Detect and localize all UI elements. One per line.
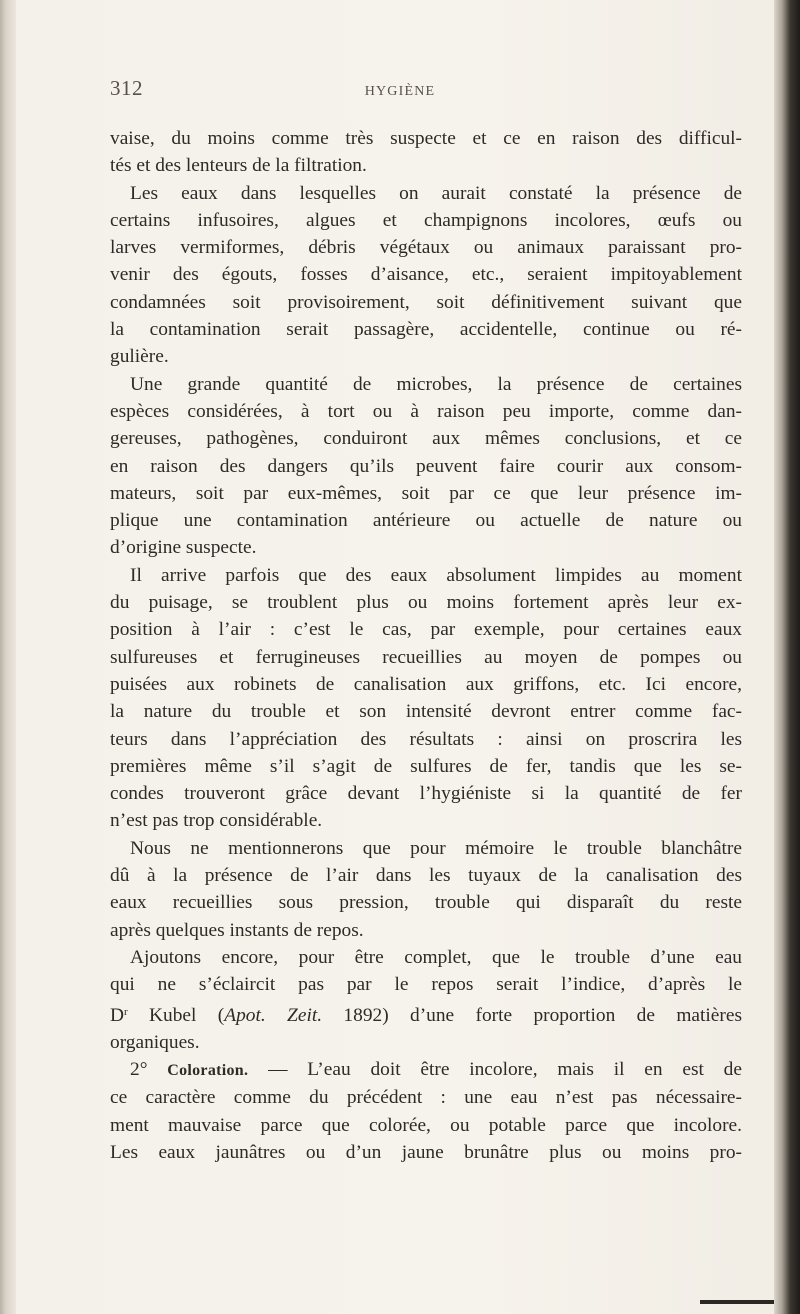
- text-line: position à l’air : c’est le cas, par exemple, pour certaines eaux: [110, 619, 742, 641]
- paragraph-5: [110, 835, 742, 944]
- binding-shadow: [0, 0, 16, 1314]
- body-text: [110, 125, 742, 1166]
- text-line: Ajoutons encore, pour être complet, que le trouble d’une eau: [130, 946, 742, 968]
- section-intro: — L’eau doit être incolore, mais il en est de: [248, 1059, 742, 1081]
- text-line: en raison des dangers qu’ils peuvent faire courir aux consom-: [110, 455, 742, 477]
- section-heading-line: [110, 1056, 742, 1084]
- bottom-rule: [700, 1300, 774, 1304]
- text-line: Les eaux jaunâtres ou d’un jaune brunâtre plus ou moins pro-: [110, 1141, 742, 1163]
- page-number: 312: [110, 76, 143, 100]
- text-line: vaise, du moins comme très suspecte et ce en raison des difficul-: [110, 128, 742, 149]
- text-line: certains infusoires, algues et champignons incolores, œufs ou: [110, 209, 742, 231]
- text-line: ce caractère comme du précédent : une eau n’est pas nécessaire-: [110, 1087, 742, 1109]
- text-line: gereuses, pathogènes, conduiront aux mêmes conclusions, et ce: [110, 428, 742, 450]
- text-line: venir des égouts, fosses d’aisance, etc., seraient impitoyablement: [110, 264, 742, 286]
- citation-rest: 1892) d’une forte proportion de matières: [322, 1004, 742, 1026]
- paragraph-1: [110, 125, 742, 180]
- text-line: espèces considérées, à tort ou à raison peu importe, comme dan-: [110, 400, 742, 422]
- text-line: plique une contamination antérieure ou actuelle de nature ou: [110, 510, 742, 532]
- text-line: n’est pas trop considérable.: [110, 810, 323, 832]
- text-line: condamnées soit provisoirement, soit définitivement suivant que: [110, 291, 742, 313]
- text-line: Nous ne mentionnerons que pour mémoire le trouble blanchâtre: [130, 837, 742, 859]
- text-line: puisées aux robinets de canalisation aux griffons, etc. Ici encore,: [110, 673, 742, 695]
- text-line: larves vermiformes, débris végétaux ou animaux paraissant pro-: [110, 237, 742, 259]
- text-line: la nature du trouble et son intensité devront entrer comme fac-: [110, 701, 742, 723]
- citation-author: Kubel (: [127, 1004, 225, 1026]
- citation-journal: Apot. Zeit.: [224, 1004, 323, 1026]
- text-line: organiques.: [110, 1031, 200, 1053]
- paragraph-6: [110, 944, 742, 1056]
- text-line: Une grande quantité de microbes, la présence de certaines: [130, 373, 742, 395]
- text-line: Il arrive parfois que des eaux absolument limpides au moment: [130, 564, 742, 586]
- doctor-abbrev: D: [110, 1004, 125, 1026]
- text-line: teurs dans l’appréciation des résultats : ainsi on proscrira les: [110, 728, 742, 750]
- text-line: après quelques instants de repos.: [110, 919, 364, 941]
- text-line: mateurs, soit par eux-mêmes, soit par ce que leur présence im-: [110, 482, 742, 504]
- text-line: gulière.: [110, 346, 169, 368]
- text-line: du puisage, se troublent plus ou moins fortement après leur ex-: [110, 592, 742, 614]
- text-line: ment mauvaise parce que colorée, ou potable parce que incolore.: [110, 1114, 742, 1136]
- section-number: 2°: [130, 1059, 148, 1081]
- running-title-text: HYGIÈNE: [364, 84, 436, 99]
- paragraph-3: [110, 371, 742, 562]
- running-title: [0, 84, 800, 100]
- text-line: Les eaux dans lesquelles on aurait constaté la présence de: [130, 182, 742, 204]
- text-line: d’origine suspecte.: [110, 537, 257, 559]
- text-line: premières même s’il s’agit de sulfures de fer, tandis que les se-: [110, 755, 742, 777]
- citation-line: [110, 999, 742, 1029]
- text-line: eaux recueillies sous pression, trouble qui disparaît du reste: [110, 892, 742, 914]
- section-title: Coloration.: [167, 1062, 249, 1080]
- page-edge: [774, 0, 800, 1314]
- text-line: la contamination serait passagère, accidentelle, continue ou ré-: [110, 319, 742, 341]
- text-line: dû à la présence de l’air dans les tuyaux de la canalisation des: [110, 865, 742, 887]
- paragraph-2: [110, 180, 742, 371]
- text-line: qui ne s’éclaircit pas par le repos serait l’indice, d’après le: [110, 974, 742, 996]
- doctor-abbrev-sup: r: [124, 1005, 128, 1018]
- text-line: tés et des lenteurs de la filtration.: [110, 155, 367, 177]
- text-line: sulfureuses et ferrugineuses recueillies au moyen de pompes ou: [110, 646, 742, 668]
- paragraph-4: [110, 562, 742, 835]
- text-line: condes trouveront grâce devant l’hygiéniste si la quantité de fer: [110, 783, 742, 805]
- paragraph-7: [110, 1056, 742, 1166]
